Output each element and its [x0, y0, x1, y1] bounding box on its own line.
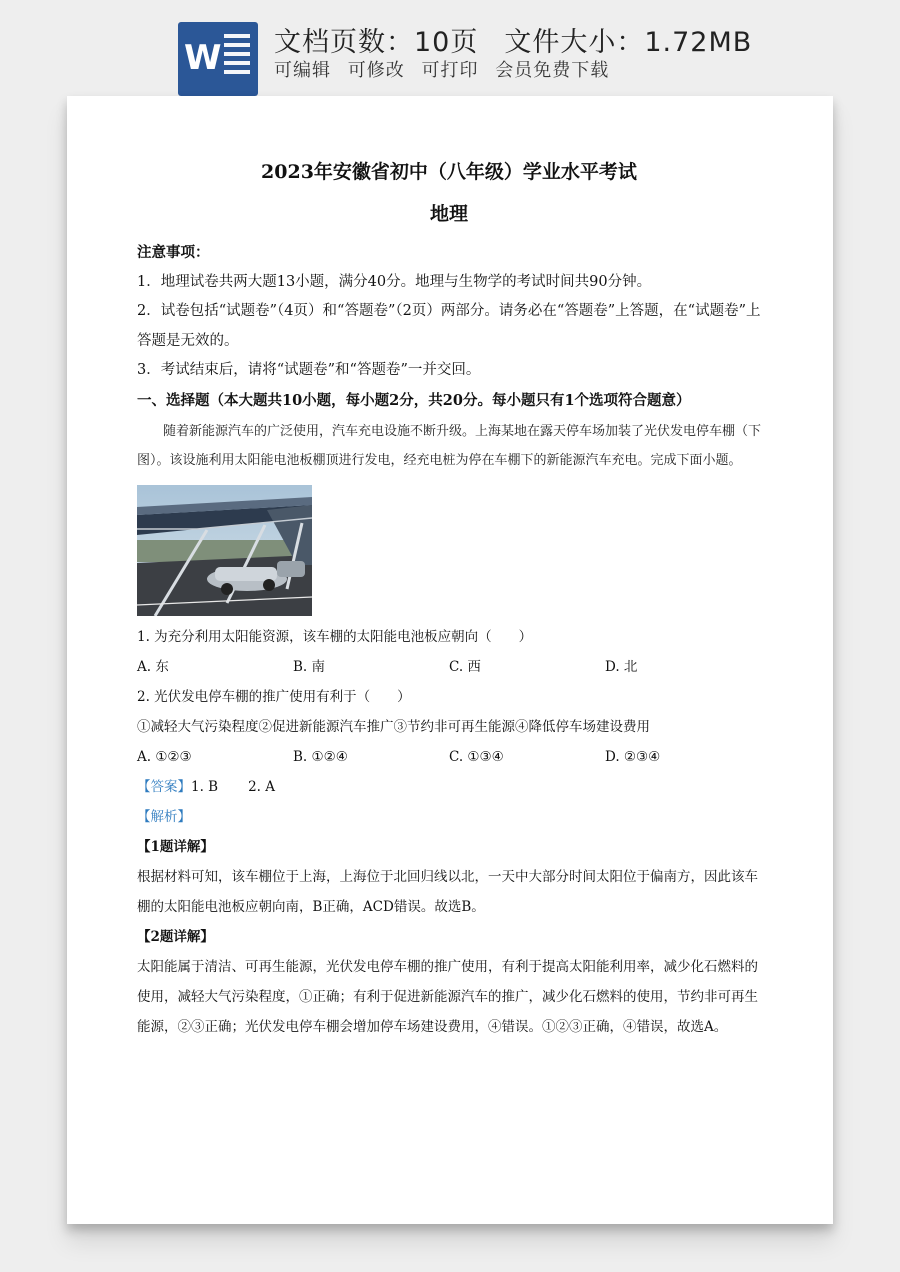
page-count: 文档页数：10页	[274, 27, 479, 58]
question-1-options	[137, 652, 761, 682]
feature-member-download: 会员免费下载	[495, 60, 610, 81]
answer-1: 1. B	[191, 779, 219, 795]
q2-option-d: D. ②③④	[605, 749, 661, 765]
file-size: 文件大小：1.72MB	[504, 27, 753, 58]
notice-item-1: 1．地理试卷共两大题13小题，满分40分。地理与生物学的考试时间共90分钟。	[137, 273, 652, 290]
answer-tag: 【答案】	[137, 779, 191, 795]
notice-heading: 注意事项：	[137, 244, 210, 261]
q1-option-a: A. 东	[137, 659, 169, 675]
exam-subject: 地理	[429, 203, 468, 225]
q1-option-b: B. 南	[293, 659, 326, 675]
carport-photo	[137, 485, 312, 616]
detail-1-text: 根据材料可知，该车棚位于上海，上海位于北回归线以北，一天中大部分时间太阳位于偏南方，因此该车棚的太阳能电池板应朝向南，B正确，ACD错误。故选B。	[137, 869, 758, 915]
word-file-icon	[178, 22, 258, 96]
detail-2-text: 太阳能属于清洁、可再生能源，光伏发电停车棚的推广使用，有利于提高太阳能利用率，减少化石燃料的使用，减轻大气污染程度，①正确；有利于促进新能源汽车的推广，减少化石燃料的使用，节约非可再生能源，②③正确；光伏发电停车棚会增加停车场建设费用，④错误。①②③正确，④错误，故选A。	[137, 959, 758, 1035]
q2-option-a: A. ①②③	[137, 749, 192, 765]
notice-item-2: 2．试卷包括“试题卷”（4页）和“答题卷”（2页）两部分。请务必在“答题卷”上答题，在“试题卷”上答题是无效的。	[137, 303, 761, 349]
question-intro: 随着新能源汽车的广泛使用，汽车充电设施不断升级。上海某地在露天停车场加装了光伏发电停车棚（下图）。该设施利用太阳能电池板棚顶进行发电，经充电桩为停在车棚下的新能源汽车充电。完成下面小题。	[137, 424, 762, 468]
word-logo-letter: W	[184, 38, 222, 78]
document-content	[137, 158, 761, 1042]
document-page	[67, 96, 833, 1224]
q1-option-c: C. 西	[449, 659, 481, 675]
question-2-items: ①减轻大气污染程度②促进新能源汽车推广③节约非可再生能源④降低停车场建设费用	[137, 719, 650, 735]
q2-option-c: C. ①③④	[449, 749, 504, 765]
answer-2: 2. A	[248, 779, 276, 795]
section-heading: 一、选择题（本大题共10小题，每小题2分，共20分。每小题只有1个选项符合题意）	[137, 391, 691, 409]
feature-editable: 可编辑	[274, 60, 331, 81]
q1-option-d: D. 北	[605, 659, 638, 675]
q2-option-b: B. ①②④	[293, 749, 348, 765]
analysis-tag: 【解析】	[137, 809, 191, 825]
download-banner	[0, 0, 900, 96]
detail-1-heading: 【1题详解】	[137, 839, 214, 855]
question-2-stem: 2. 光伏发电停车棚的推广使用有利于（ ）	[137, 689, 411, 705]
file-info	[274, 20, 752, 59]
question-2-options	[137, 742, 761, 772]
detail-2-heading: 【2题详解】	[137, 929, 214, 945]
exam-title: 2023年安徽省初中（八年级）学业水平考试	[261, 161, 637, 183]
notice-item-3: 3．考试结束后，请将“试题卷”和“答题卷”一并交回。	[137, 362, 481, 378]
answer-line	[137, 772, 761, 802]
feature-modifiable: 可修改	[347, 60, 405, 81]
feature-list	[274, 56, 619, 82]
question-1-stem: 1. 为充分利用太阳能资源，该车棚的太阳能电池板应朝向（ ）	[137, 629, 533, 645]
feature-printable: 可打印	[421, 60, 479, 81]
